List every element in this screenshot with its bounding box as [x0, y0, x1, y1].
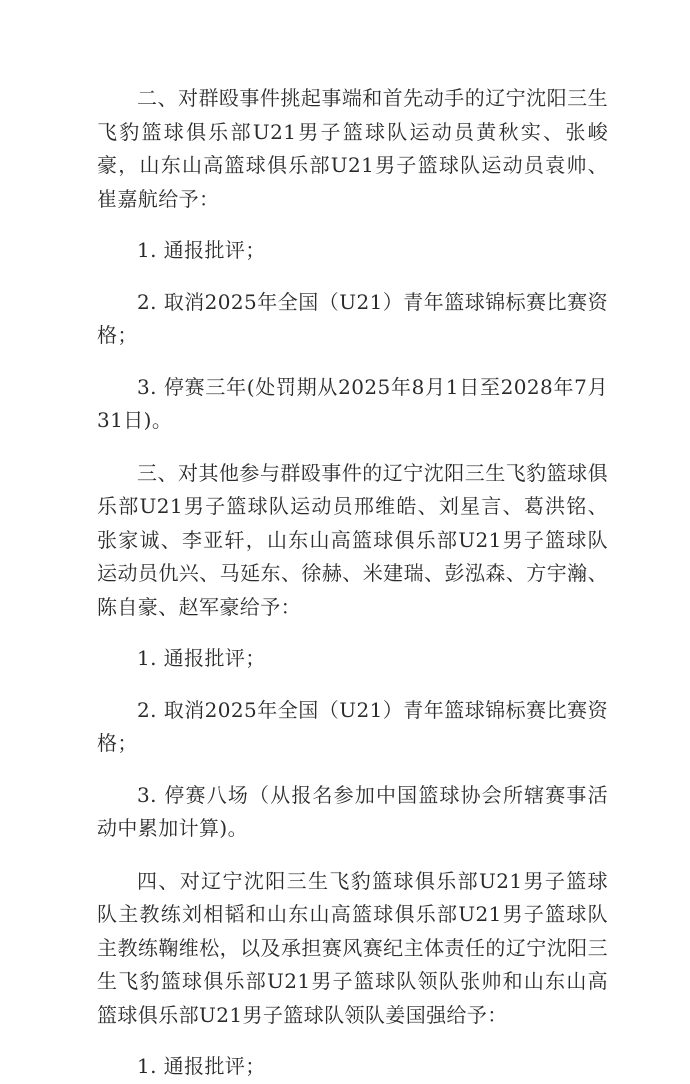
- section-2-item-1: 1. 通报批评；: [137, 238, 266, 262]
- section-3-item-2: 2. 取消2025年全国（U21）青年篮球锦标赛比赛资格；: [97, 697, 608, 755]
- section-2-item-3: 3. 停赛三年(处罚期从2025年8月1日至2028年7月31日)。: [97, 374, 608, 432]
- section-3-paragraph: 三、对其他参与群殴事件的辽宁沈阳三生飞豹篮球俱乐部U21男子篮球队运动员邢维皓、刘星言、葛洪铭、张家诚、李亚轩，山东山高篮球俱乐部U21男子篮球队运动员仇兴、马延东、徐赫、米建瑞、彭泓森、方宇瀚、陈自豪、赵军豪给予：: [97, 460, 608, 619]
- section-4-item-1: 1. 通报批评；: [137, 1054, 266, 1078]
- section-2-paragraph: 二、对群殴事件挑起事端和首先动手的辽宁沈阳三生飞豹篮球俱乐部U21男子篮球队运动员黄秋实、张峻豪，山东山高篮球俱乐部U21男子篮球队运动员袁帅、崔嘉航给予：: [97, 86, 608, 211]
- section-4-paragraph: 四、对辽宁沈阳三生飞豹篮球俱乐部U21男子篮球队主教练刘相韬和山东山高篮球俱乐部U21男子篮球队主教练鞠维松，以及承担赛风赛纪主体责任的辽宁沈阳三生飞豹篮球俱乐部U21男子篮球队领队张帅和山东山高篮球俱乐部U21男子篮球队领队姜国强给予：: [97, 868, 608, 1027]
- section-3-item-1: 1. 通报批评；: [137, 646, 266, 670]
- section-3-item-3: 3. 停赛八场（从报名参加中国篮球协会所辖赛事活动中累加计算)。: [97, 782, 608, 840]
- section-2-item-2: 2. 取消2025年全国（U21）青年篮球锦标赛比赛资格；: [97, 289, 608, 347]
